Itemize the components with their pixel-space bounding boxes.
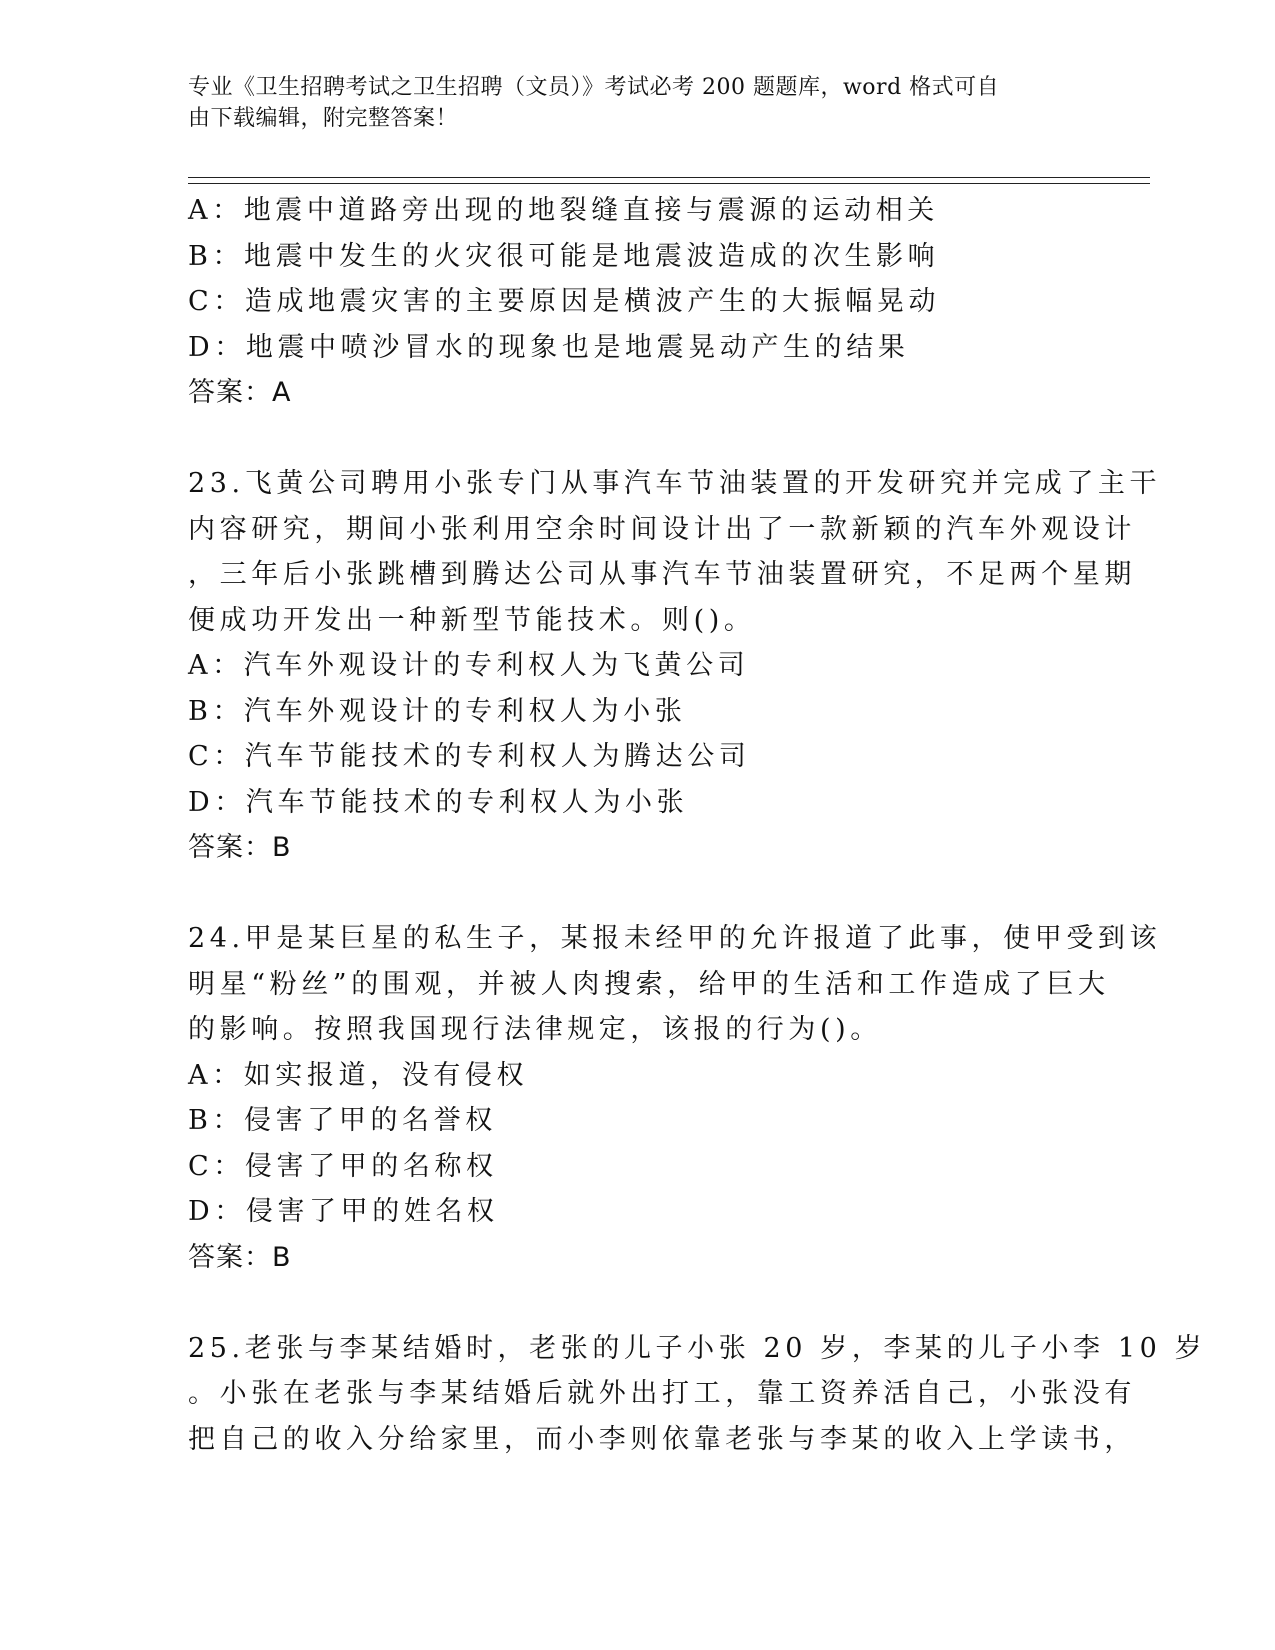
document-header [188, 72, 1068, 134]
answer: 答案：A [188, 377, 292, 408]
option-a: A：汽车外观设计的专利权人为飞黄公司 [188, 650, 750, 681]
answer: 答案：B [188, 1241, 292, 1273]
option-a: A：如实报道，没有侵权 [188, 1059, 529, 1091]
question-stem-line: ，三年后小张跳槽到腾达公司从事汽车节油装置研究，不足两个星期 [188, 559, 1136, 590]
question-stem-line: 明星“粉丝”的围观，并被人肉搜索，给甲的生活和工作造成了巨大 [188, 968, 1110, 1000]
header-rule-bottom [188, 183, 1150, 184]
spacer [188, 416, 1088, 462]
option-d: D：汽车节能技术的专利权人为小张 [188, 786, 689, 818]
question-25-block [188, 1326, 1207, 1463]
question-24-block [188, 916, 1162, 1280]
question-stem-line: 内容研究，期间小张利用空余时间设计出了一款新颖的汽车外观设计 [188, 513, 1136, 545]
spacer [188, 1280, 1088, 1326]
spacer [188, 871, 1088, 917]
option-b: B：侵害了甲的名誉权 [188, 1105, 497, 1136]
option-d: D：侵害了甲的姓名权 [188, 1196, 499, 1227]
question-stem-line: 25.老张与李某结婚时，老张的儿子小张 20 岁，李某的儿子小李 10 岁 [188, 1332, 1207, 1364]
header-line-1: 专业《卫生招聘考试之卫生招聘（文员）》考试必考 200 题题库，word 格式可自 [188, 75, 1000, 100]
option-c: C：汽车节能技术的专利权人为腾达公司 [188, 741, 751, 772]
question-content [188, 188, 1207, 1462]
answer: 答案：B [188, 832, 292, 863]
option-a: A：地震中道路旁出现的地裂缝直接与震源的运动相关 [188, 195, 939, 226]
question-stem-line: 把自己的收入分给家里，而小李则依靠老张与李某的收入上学读书， [188, 1423, 1136, 1455]
question-stem-line: 24.甲是某巨星的私生子，某报未经甲的允许报道了此事，使甲受到该 [188, 923, 1162, 954]
header-line-2: 由下载编辑，附完整答案！ [188, 106, 459, 131]
option-c: C：造成地震灾害的主要原因是横波产生的大振幅晃动 [188, 286, 941, 317]
option-d: D：地震中喷沙冒水的现象也是地震晃动产生的结果 [188, 331, 910, 363]
question-stem-line: 。小张在老张与李某结婚后就外出打工，靠工资养活自己，小张没有 [188, 1378, 1136, 1409]
question-stem-line: 的影响。按照我国现行法律规定，该报的行为()。 [188, 1014, 882, 1045]
question-stem-line: 23.飞黄公司聘用小张专门从事汽车节油装置的开发研究并完成了主干 [188, 468, 1162, 499]
prev-question-block [188, 188, 1088, 416]
option-b: B：汽车外观设计的专利权人为小张 [188, 695, 687, 727]
question-stem-line: 便成功开发出一种新型节能技术。则()。 [188, 604, 756, 636]
header-rule-top [188, 177, 1150, 178]
option-b: B：地震中发生的火灾很可能是地震波造成的次生影响 [188, 240, 940, 272]
question-23-block [188, 461, 1162, 871]
option-c: C：侵害了甲的名称权 [188, 1150, 498, 1182]
